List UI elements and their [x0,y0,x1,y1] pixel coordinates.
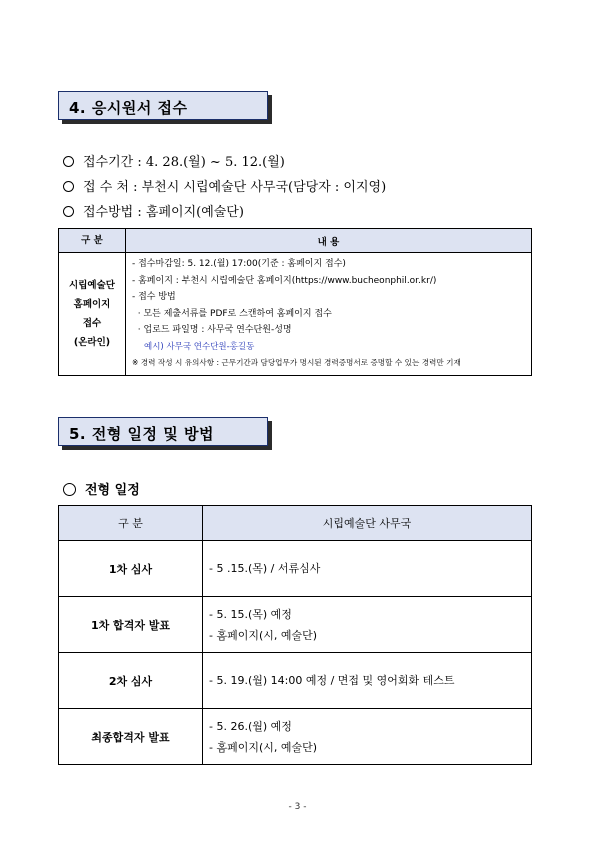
page-number: - 3 - [288,802,307,812]
item-value: 홈페이지(예술단) [145,205,244,220]
table-row [59,709,532,765]
table-row [59,253,532,376]
section-4-heading [58,91,268,120]
circle-bullet-icon [63,206,74,217]
item-label: 접수기간 [83,155,134,170]
table-row [59,597,532,653]
row-label: 2차 심사 [59,653,203,709]
row-label: 시립예술단 홈페이지 접수 (온라인) [59,253,126,376]
item-label: 접 수 처 [83,180,129,195]
schedule-subtitle: 전형 일정 [63,479,140,498]
circle-bullet-icon [63,156,74,167]
row-content: - 5. 19.(월) 14:00 예정 / 면접 및 영어회화 테스트 [203,653,532,709]
table-header-row [59,229,532,253]
table-row [59,541,532,597]
location-item: 접 수 처 : 부천시 시립예술단 사무국(담당자 : 이지영) [63,176,386,195]
row-content: - 5. 15.(목) 예정 - 홈페이지(시, 예술단) [203,597,532,653]
row-content: - 5 .15.(목) / 서류심사 [203,541,532,597]
item-label: 접수방법 [83,205,134,220]
table-header-row [59,506,532,541]
note-text: ※ 경력 작성 시 유의사항 : 근무기간과 담당업무가 명시된 경력증명서로 증명할 수 있는 경력만 기재 [132,358,461,367]
item-value: 4. 28.(월) ~ 5. 12.(월) [145,155,285,170]
circle-bullet-icon [63,483,76,496]
section-5-title: 5. 전형 일정 및 방법 [69,425,214,443]
schedule-table [58,505,532,765]
row-content: - 5. 26.(월) 예정 - 홈페이지(시, 예술단) [203,709,532,765]
section-4-title: 4. 응시원서 접수 [69,99,188,117]
row-label: 1차 합격자 발표 [59,597,203,653]
header-office: 시립예술단 사무국 [203,506,532,541]
method-item: 접수방법 : 홈페이지(예술단) [63,201,244,220]
header-category: 구 분 [59,229,126,253]
section-5-heading [58,417,268,446]
header-content: 내 용 [126,229,532,253]
circle-bullet-icon [63,181,74,192]
row-content: - 접수마감일: 5. 12.(월) 17:00(기준 : 홈페이지 접수) - 홈페이지 : 부천시 시립예술단 홈페이지(https://www.bucheonphil.or.kr/) - 접수 방법 · 모든 제출서류를 PDF로 스캔하여 홈페이지 접수 · 업로드 파일명 : 사무국 연수단원-성명 예시) 사무국 연수단원-홍길동 ※ 경력 작성 시 유의사항 : 근무기간과 담당업무가 명시된 경력증명서로 증명할 수 있는 경력만 기재 [126,253,532,376]
header-category: 구 분 [59,506,203,541]
item-value: 부천시 시립예술단 사무국(담당자 : 이지영) [141,180,387,195]
row-label: 최종합격자 발표 [59,709,203,765]
row-label: 1차 심사 [59,541,203,597]
application-table [58,228,532,376]
example-text: 예시) 사무국 연수단원-홍길동 [144,341,255,352]
table-row [59,653,532,709]
period-item: 접수기간 : 4. 28.(월) ~ 5. 12.(월) [63,151,285,170]
